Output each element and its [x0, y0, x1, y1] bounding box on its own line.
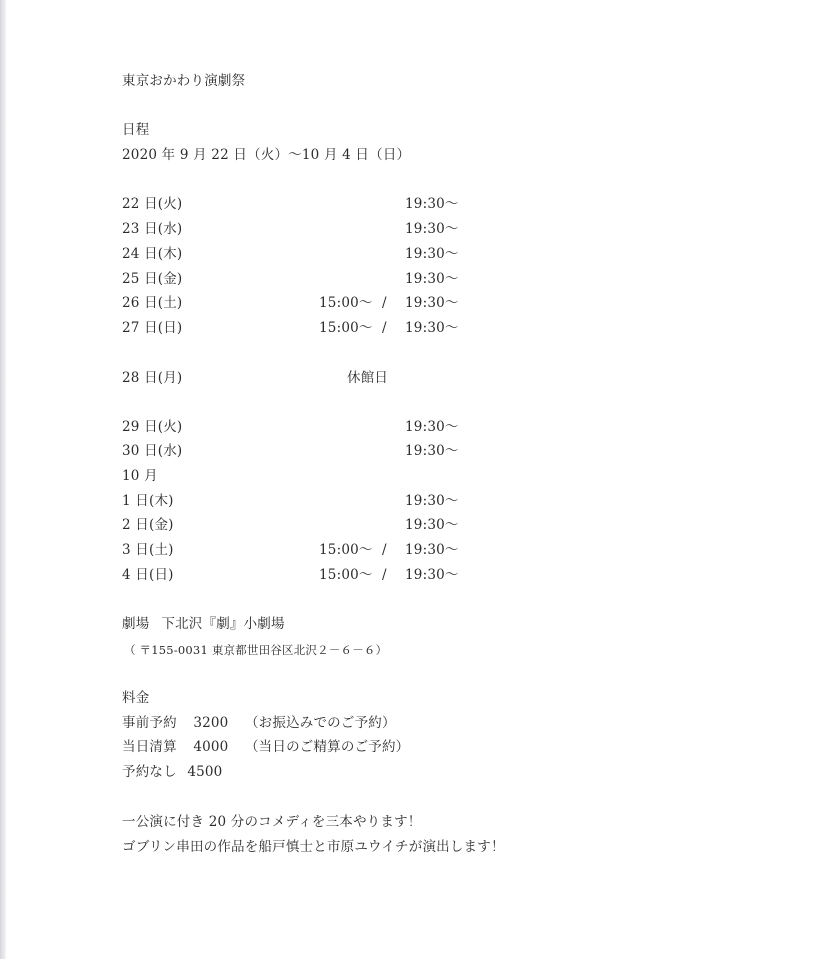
price-note: （お振込みでのご予約） [244, 715, 396, 731]
price-row [122, 763, 222, 781]
schedule-day: 22 日(火) [122, 196, 183, 212]
price-row [122, 714, 396, 732]
venue-label: 劇場 [122, 616, 150, 632]
schedule-day: 30 日(水) [122, 443, 183, 459]
price-amount: 3200 [193, 715, 229, 731]
schedule-day: 28 日(月) [122, 370, 183, 386]
schedule-day: 29 日(火) [122, 419, 183, 435]
evening-time: 19:30～ [405, 542, 459, 558]
schedule-row [122, 245, 459, 263]
time-separator: / [382, 542, 387, 558]
schedule-row [122, 270, 459, 288]
schedule-row [122, 319, 459, 337]
evening-time: 19:30～ [405, 271, 459, 287]
schedule-row [122, 294, 459, 312]
schedule-day: 23 日(水) [122, 221, 183, 237]
schedule-row [122, 442, 459, 460]
matinee-time: 15:00～ [319, 567, 373, 583]
schedule-day: 2 日(金) [122, 517, 174, 533]
schedule-row [122, 566, 459, 584]
evening-time: 19:30～ [405, 320, 459, 336]
schedule-row [122, 541, 459, 559]
matinee-time: 15:00～ [319, 295, 373, 311]
price-name: 当日清算 [122, 739, 177, 755]
schedule-day: 26 日(土) [122, 295, 183, 311]
matinee-time: 15:00～ [319, 320, 373, 336]
evening-time: 19:30～ [405, 295, 459, 311]
evening-time: 19:30～ [405, 493, 459, 509]
price-note: （当日のご精算のご予約） [244, 739, 410, 755]
closed-day-row [122, 369, 389, 387]
schedule-day: 27 日(日) [122, 320, 183, 336]
evening-time: 19:30～ [405, 196, 459, 212]
schedule-row [122, 418, 459, 436]
closed-label: 休館日 [347, 370, 389, 386]
schedule-day: 4 日(日) [122, 567, 174, 583]
venue-name: 下北沢『劇』小劇場 [161, 616, 285, 632]
evening-time: 19:30～ [405, 221, 459, 237]
price-name: 予約なし [122, 764, 177, 780]
note-line: 一公演に付き 20 分のコメディを三本やります！ [122, 814, 422, 830]
schedule-row [122, 492, 459, 510]
event-title: 東京おかわり演劇祭 [122, 73, 246, 89]
evening-time: 19:30～ [405, 567, 459, 583]
schedule-day: 3 日(土) [122, 542, 174, 558]
schedule-day: 24 日(木) [122, 246, 183, 262]
evening-time: 19:30～ [405, 517, 459, 533]
schedule-row [122, 195, 459, 213]
evening-time: 19:30～ [405, 419, 459, 435]
price-amount: 4500 [187, 764, 223, 780]
price-name: 事前予約 [122, 715, 177, 731]
evening-time: 19:30～ [405, 443, 459, 459]
matinee-time: 15:00～ [319, 542, 373, 558]
month-label: 10 月 [122, 468, 158, 484]
price-row [122, 738, 409, 756]
date-range: 2020 年 9 月 22 日（火）～10 月 4 日（日） [122, 147, 411, 163]
price-heading: 料金 [122, 690, 150, 706]
note-line: ゴブリン串田の作品を船戸慎士と市原ユウイチが演出します！ [122, 839, 505, 855]
venue-address: （ 〒155-0031 東京都世田谷区北沢２－６－６） [124, 643, 388, 657]
venue-line [122, 615, 285, 633]
schedule-day: 1 日(木) [122, 493, 174, 509]
schedule-heading: 日程 [122, 122, 150, 138]
time-separator: / [382, 567, 387, 583]
time-separator: / [382, 320, 387, 336]
price-amount: 4000 [193, 739, 229, 755]
schedule-row [122, 220, 459, 238]
schedule-row [122, 516, 459, 534]
schedule-day: 25 日(金) [122, 271, 183, 287]
time-separator: / [382, 295, 387, 311]
evening-time: 19:30～ [405, 246, 459, 262]
